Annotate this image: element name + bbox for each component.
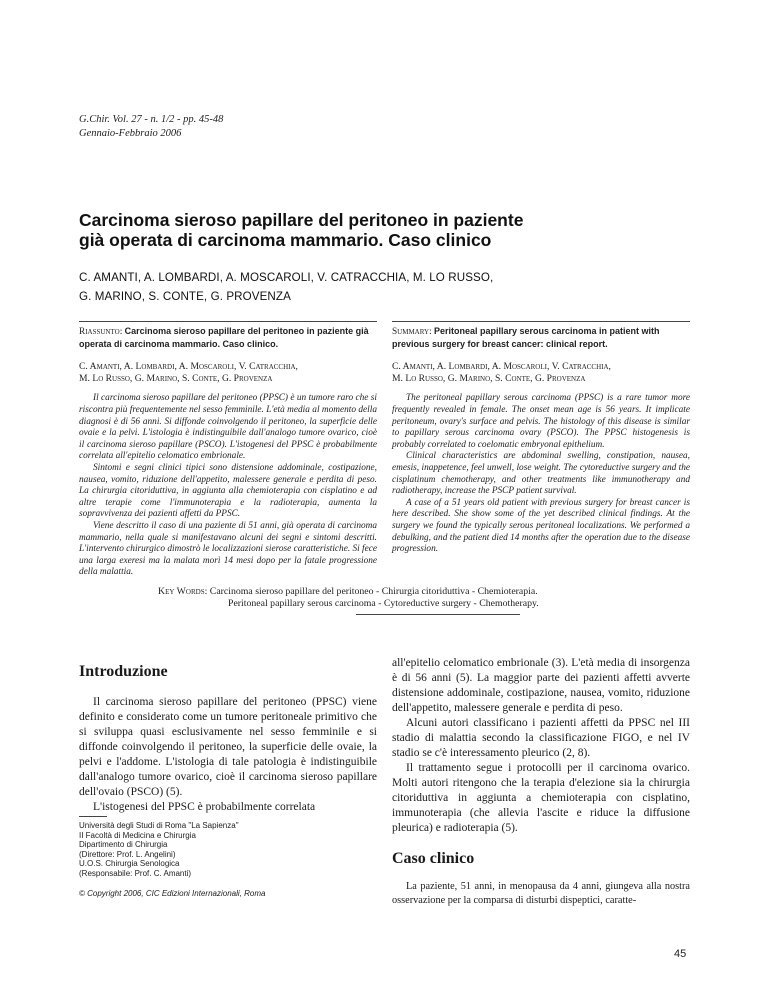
affiliation-line: U.O.S. Chirurgia Senologica (79, 859, 180, 869)
title-line-1: Carcinoma sieroso papillare del peritoneo in paziente (79, 210, 524, 230)
abstract-body (79, 393, 377, 579)
affiliation-line: II Facoltà di Medicina e Chirurgia (79, 830, 196, 840)
affiliation-line: (Direttore: Prof. L. Angelini) (79, 849, 176, 859)
abstract-authors-line-1: C. Amanti, A. Lombardi, A. Moscaroli, V. Catracchia, (392, 361, 611, 373)
section-heading-case-report: Caso clinico (392, 850, 475, 867)
abstract-label: Summary: (392, 327, 432, 337)
abstract-paragraph: Il carcinoma sieroso papillare del peritoneo (PPSC) è un tumore raro che si riscontra più frequentemente nel sesso femminile. L'età media al momento della diagnosi è di 56 anni. Si diffonde coinvolgendo il peritoneo, la superficie delle ovaie e la pelvi. L'istologia è indistinguibile dall'analogo tumore ovarico, cioè il carcinoma sieroso papillare (PSCO). L'istogenesi del PPSC è probabilmente correlata all'epitelio celomatico embrionale. (79, 393, 377, 462)
copyright-notice: © Copyright 2006, CIC Edizioni Internazionali, Roma (79, 888, 266, 898)
keywords-english: Peritoneal papillary serous carcinoma - Cytoreductive surgery - Chemotherapy. (228, 598, 539, 609)
affiliation-line: Dipartimento di Chirurgia (79, 840, 168, 850)
abstract-header (392, 326, 690, 351)
abstract-authors-line-1: C. Amanti, A. Lombardi, A. Moscaroli, V. Catracchia, (79, 361, 298, 373)
section-heading-introduction: Introduzione (79, 663, 168, 680)
title-line-2: già operata di carcinoma mammario. Caso clinico (79, 230, 492, 250)
abstract-paragraph: Clinical characteristics are abdominal swelling, constipation, nausea, emesis, inappetence, feel unwell, lose weight. The cytoreductive surgery and the cisplatinum chemotherapy, and other treatments like immunotherapy and radiotherapy, increase the PSCP patient survival. (392, 451, 690, 497)
affiliation-line: (Responsabile: Prof. C. Amanti) (79, 868, 192, 878)
abstract-rule (79, 321, 377, 322)
abstract-heading: Carcinoma sieroso papillare del peritoneo in paziente già operata di carcinoma mammario. Caso clinico. (79, 326, 369, 349)
keywords (158, 586, 718, 610)
abstract-paragraph: Sintomi e segni clinici tipici sono distensione addominale, costipazione, nausea, vomito, riduzione dell'appetito, malessere generale e perdita di peso. La chirurgia citoriduttiva, in aggiunta alla chemioterapia con cisplatino e ad altre terapie come l'immunoterapia e la radioterapia, aumenta la sopravvivenza dei pazienti affetti da PPSC. (79, 462, 377, 520)
keywords-divider (356, 614, 520, 615)
journal-date: Gennaio-Febbraio 2006 (79, 128, 182, 139)
body-column-left (79, 656, 377, 815)
abstract-paragraph: Viene descritto il caso di una paziente di 51 anni, già operata di carcinoma mammario, nella quale si manifestavano alcuni dei segni e sintomi descritti. L'intervento chirurgico dimostrò le localizzazioni sierose caratteristiche. Si fece una larga exeresi ma la malata morì 14 mesi dopo per la fatale progressione della malattia. (79, 520, 377, 578)
body-paragraph: Il carcinoma sieroso papillare del peritoneo (PPSC) viene definito e considerato come un tumore peritoneale primitivo che si sviluppa quasi esclusivamente nel sesso femminile e si diffonde coinvolgendo il peritoneo, la superficie delle ovaie, la pelvi e l'addome. L'istologia di tale patologia è indistinguibile dall'analogo tumore ovarico, cioè il carcinoma sieroso papillare dell'ovaio (PSCO) (5). (79, 696, 377, 798)
author-list (79, 268, 699, 306)
abstract-authors-line-2: M. Lo Russo, G. Marino, S. Conte, G. Provenza (392, 372, 586, 384)
abstract-rule (392, 321, 690, 322)
footnote-rule (79, 816, 107, 817)
page-number: 45 (674, 948, 687, 960)
body-paragraph: Il trattamento segue i protocolli per il carcinoma ovarico. Molti autori ritengono che la terapia d'elezione sia la chirurgia citoriduttiva in aggiunta a chemioterapia con cisplatino, immunoterapia (che allevia l'ascite e riduce la diffusione pleurica) e radioterapia (5). (392, 762, 690, 834)
abstract-paragraph: A case of a 51 years old patient with previous surgery for breast cancer is here described. She show some of the yet described clinical findings. At the surgery we found the typically serous peritoneal localizations. We performed a debulking, and the patient died 14 months after the operation due to the disease progression. (392, 497, 690, 555)
journal-citation (79, 113, 223, 141)
abstract-italian (79, 321, 377, 579)
body-paragraph: La paziente, 51 anni, in menopausa da 4 anni, giungeva alla nostra osservazione per la comparsa di disturbi dispeptici, caratte- (392, 881, 690, 906)
body-paragraph: Alcuni autori classificano i pazienti affetti da PPSC nel III stadio di malattia secondo la classificazione FIGO, e nel IV stadio se c'è interessamento pleurico (2, 8). (392, 717, 690, 759)
keywords-italian: Carcinoma sieroso papillare del peritoneo - Chirurgia citoriduttiva - Chemioterapia. (209, 586, 538, 597)
keywords-label: Key Words: (158, 586, 208, 597)
abstract-authors (392, 361, 690, 384)
abstract-english (392, 321, 690, 556)
abstract-label: Riassunto: (79, 327, 123, 337)
abstract-header (79, 326, 377, 351)
abstract-paragraph: The peritoneal papillary serous carcinoma (PPSC) is a rare tumor more frequently revealed in female. The onset mean age is 56 years. It implicate peritoneum, ovary's surface and pelvis. The histology of this disease is similar to papillary serous carcinoma ovary (PSCO). The PPSC histogenesis is probably correlated to coelomatic embryonal epithelium. (392, 393, 690, 450)
body-paragraph: all'epitelio celomatico embrionale (3). L'età media di insorgenza è di 56 anni (5). La maggior parte dei pazienti affetti avverte distensione addominale, costipazione, nausea, vomito, riduzione dell'appetito, malessere generale e perdita di peso. (392, 657, 690, 714)
abstract-body (392, 393, 690, 555)
article-title (79, 210, 699, 250)
affiliation-line: Università degli Studi di Roma "La Sapienza" (79, 821, 239, 830)
authors-line-2: G. MARINO, S. CONTE, G. PROVENZA (79, 290, 291, 303)
abstract-authors (79, 361, 377, 384)
abstract-authors-line-2: M. Lo Russo, G. Marino, S. Conte, G. Provenza (79, 372, 273, 384)
body-column-right (392, 656, 690, 908)
affiliation-footnote (79, 816, 299, 898)
authors-line-1: C. AMANTI, A. LOMBARDI, A. MOSCAROLI, V. CATRACCHIA, M. LO RUSSO, (79, 271, 494, 284)
body-paragraph: L'istogenesi del PPSC è probabilmente correlata (93, 801, 316, 813)
abstract-heading: Peritoneal papillary serous carcinoma in patient with previous surgery for breast cancer: clinical report. (392, 326, 660, 349)
journal-volume: G.Chir. Vol. 27 - n. 1/2 - pp. 45-48 (79, 114, 224, 125)
